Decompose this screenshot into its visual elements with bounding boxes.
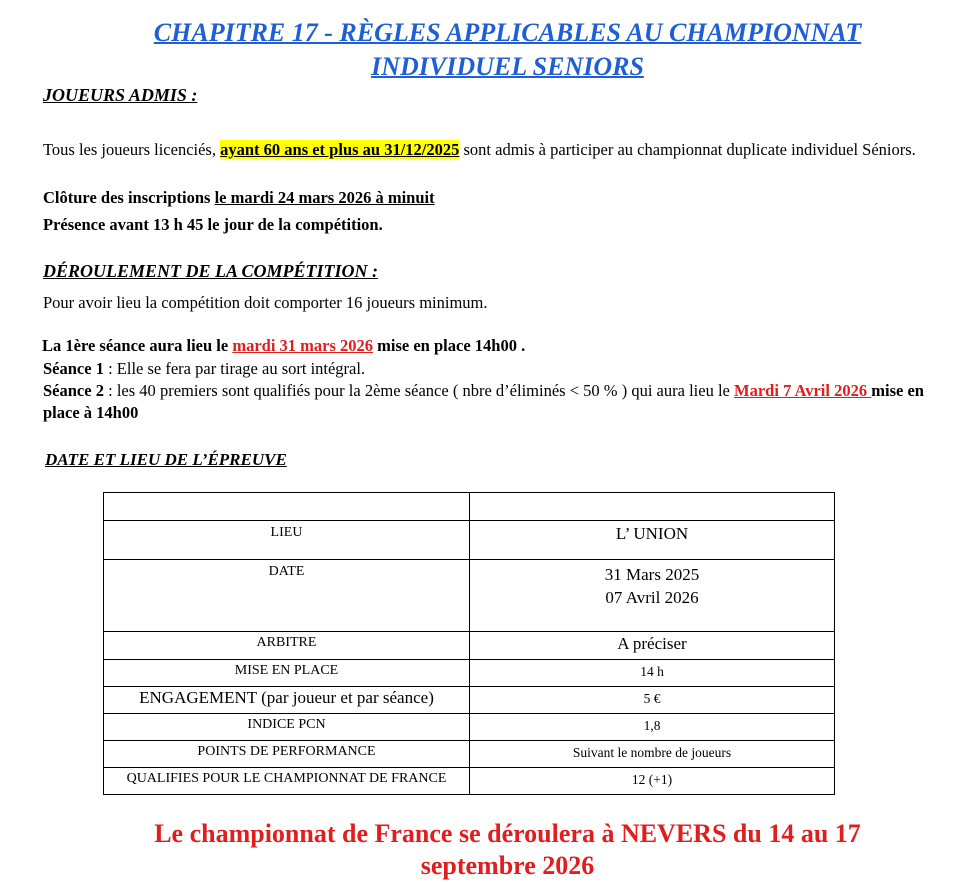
first-session-date: mardi 31 mars 2026 [232,336,374,355]
row-label-engagement: ENGAGEMENT (par joueur et par séance) [104,687,470,714]
row-label-arbitre: ARBITRE [104,632,470,660]
row-label-date: DATE [104,560,470,632]
row-value-indice-pcn: 1,8 [470,714,835,741]
row-value-points: Suivant le nombre de joueurs [470,741,835,768]
row-value-date [470,560,835,632]
table-row [104,714,835,741]
table-cell-empty [470,493,835,521]
minimum-players-text: Pour avoir lieu la compétition doit comporter 16 joueurs minimum. [43,293,488,312]
table-row [104,521,835,560]
row-value-engagement: 5 € [470,687,835,714]
session-2-label: Séance 2 [43,381,104,400]
session-2-after: mise en place à 14h00 [43,381,924,422]
table-row [104,560,835,632]
eligibility-text-after: sont admis à participer au championnat duplicate individuel Séniors. [459,140,916,159]
session-1-text: : Elle se fera par tirage au sort intégral. [103,359,366,378]
table-row [104,687,835,714]
section-heading-joueurs: JOUEURS ADMIS : [43,85,198,105]
closing-label: Clôture des inscriptions [43,188,215,207]
event-details-table [103,492,835,795]
row-label-indice-pcn: INDICE PCN [104,714,470,741]
table-row [104,660,835,687]
first-session-line [42,335,525,357]
row-value-arbitre: A préciser [470,632,835,660]
session-1-line [43,358,365,380]
france-championship-line2: septembre 2026 [420,851,595,880]
first-session-after: mise en place 14h00 . [373,336,526,355]
session-2-paragraph [43,380,924,424]
france-championship-line1: Le championnat de France se déroulera à NEVERS du 14 au 17 [154,819,861,848]
session-2-date: Mardi 7 Avril 2026 [734,381,872,400]
row-label-points: POINTS DE PERFORMANCE [104,741,470,768]
closing-date: le mardi 24 mars 2026 à minuit [214,188,435,207]
table-row [104,768,835,795]
session-1-label: Séance 1 [43,359,104,378]
row-value-mise-en-place: 14 h [470,660,835,687]
row-label-mise-en-place: MISE EN PLACE [104,660,470,687]
section-heading-deroulement: DÉROULEMENT DE LA COMPÉTITION : [43,261,379,281]
table-row [104,493,835,521]
age-requirement-highlight: ayant 60 ans et plus au 31/12/2025 [220,140,460,159]
section-heading-epreuve: DATE ET LIEU DE L’ÉPREUVE [45,450,287,469]
first-session-intro: La 1ère séance aura lieu le [42,336,233,355]
date-session-2: 07 Avril 2026 [605,588,699,607]
chapter-title-line2: INDIVIDUEL SENIORS [371,52,644,81]
eligibility-paragraph [43,139,924,161]
date-session-1: 31 Mars 2025 [604,565,700,584]
table-cell-empty [104,493,470,521]
row-value-qualifies: 12 (+1) [470,768,835,795]
session-2-text: : les 40 premiers sont qualifiés pour la 2ème séance ( nbre d’éliminés < 50 % ) qui aura lieu le [103,381,735,400]
presence-notice: Présence avant 13 h 45 le jour de la compétition. [43,215,383,234]
table-row [104,741,835,768]
row-label-qualifies: QUALIFIES POUR LE CHAMPIONNAT DE FRANCE [104,768,470,795]
row-label-lieu: LIEU [104,521,470,560]
registration-closing [43,187,435,209]
chapter-title-line1: CHAPITRE 17 - RÈGLES APPLICABLES AU CHAMPIONNAT [153,18,862,47]
eligibility-text-before: Tous les joueurs licenciés, [43,140,221,159]
row-value-lieu: L’ UNION [470,521,835,560]
table-row [104,632,835,660]
